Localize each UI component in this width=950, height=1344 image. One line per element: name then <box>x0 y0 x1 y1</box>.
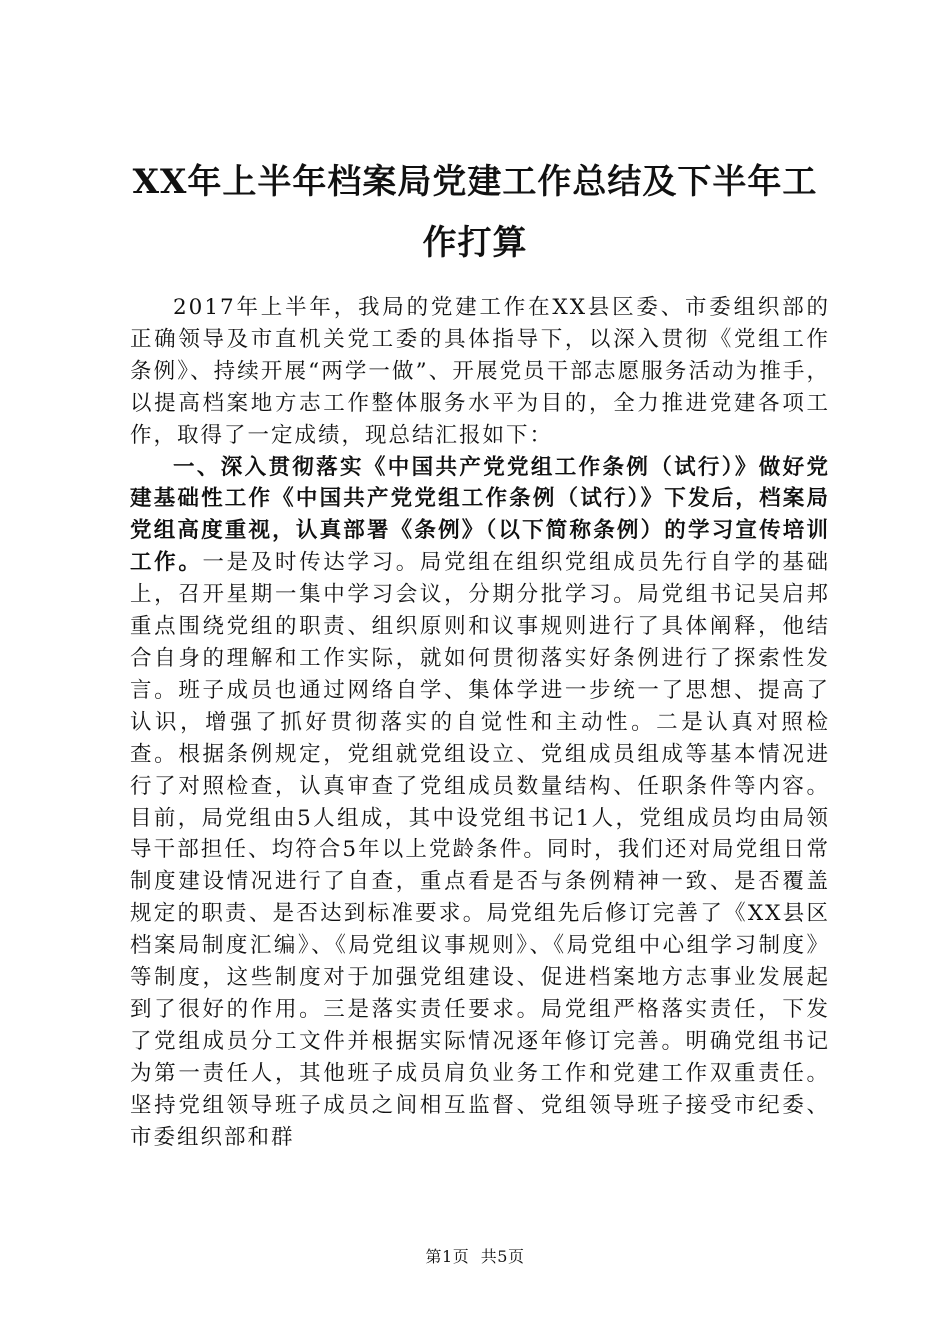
document-title-line-2: 作打算 <box>422 223 528 263</box>
intro-paragraph: 2017年上半年，我局的党建工作在XX县区委、市委组织部的正确领导及市直机关党工委的具体指导下，以深入贯彻《党组工作条例》、持续开展“两学一做”、开展党员干部志愿服务活动为推手，以提高档案地方志工作整体服务水平为目的，全力推进党建各项工作，取得了一定成绩，现总结汇报如下： <box>130 295 830 448</box>
document-title-line-1: XX年上半年档案局党建工作总结及下半年工 <box>132 162 818 202</box>
page-footer <box>0 1244 950 1267</box>
page-number-total: 共5页 <box>480 1247 525 1266</box>
section-1-paragraph <box>130 452 830 1154</box>
page-number-current: 第1页 <box>425 1247 470 1266</box>
section-1-heading: 一、深入贯彻落实《中国共产党党组工作条例（试行）》做好党建基础性工作《中国共产党党组工作条例（试行）》下发后，档案局党组高度重视，认真部署《条例》（以下简称条例）的学习宣传培训工作。 <box>130 454 830 576</box>
section-1-body: 一是及时传达学习。局党组在组织党组成员先行自学的基础上，召开星期一集中学习会议，分期分批学习。局党组书记吴启邦重点围绕党组的职责、组织原则和议事规则进行了具体阐释，他结合自身的理解和工作实际，就如何贯彻落实好条例进行了探索性发言。班子成员也通过网络自学、集体学进一步统一了思想、提高了认识，增强了抓好贯彻落实的自觉性和主动性。二是认真对照检查。根据条例规定，党组就党组设立、党组成员组成等基本情况进行了对照检查，认真审查了党组成员数量结构、任职条件等内容。目前，局党组由5人组成，其中设党组书记1人，党组成员均由局领导干部担任、均符合5年以上党龄条件。同时，我们还对局党组日常制度建设情况进行了自查，重点看是否与条例精神一致、是否覆盖规定的职责、是否达到标准要求。局党组先后修订完善了《XX县区档案局制度汇编》、《局党组议事规则》、《局党组中心组学习制度》等制度，这些制度对于加强党组建设、促进档案地方志事业发展起到了很好的作用。三是落实责任要求。局党组严格落实责任，下发了党组成员分工文件并根据实际情况逐年修订完善。明确党组书记为第一责任人，其他班子成员肩负业务工作和党建工作双重责任。坚持党组领导班子成员之间相互监督、党组领导班子接受市纪委、市委组织部和群 <box>130 550 830 1150</box>
document-body <box>130 292 830 1153</box>
